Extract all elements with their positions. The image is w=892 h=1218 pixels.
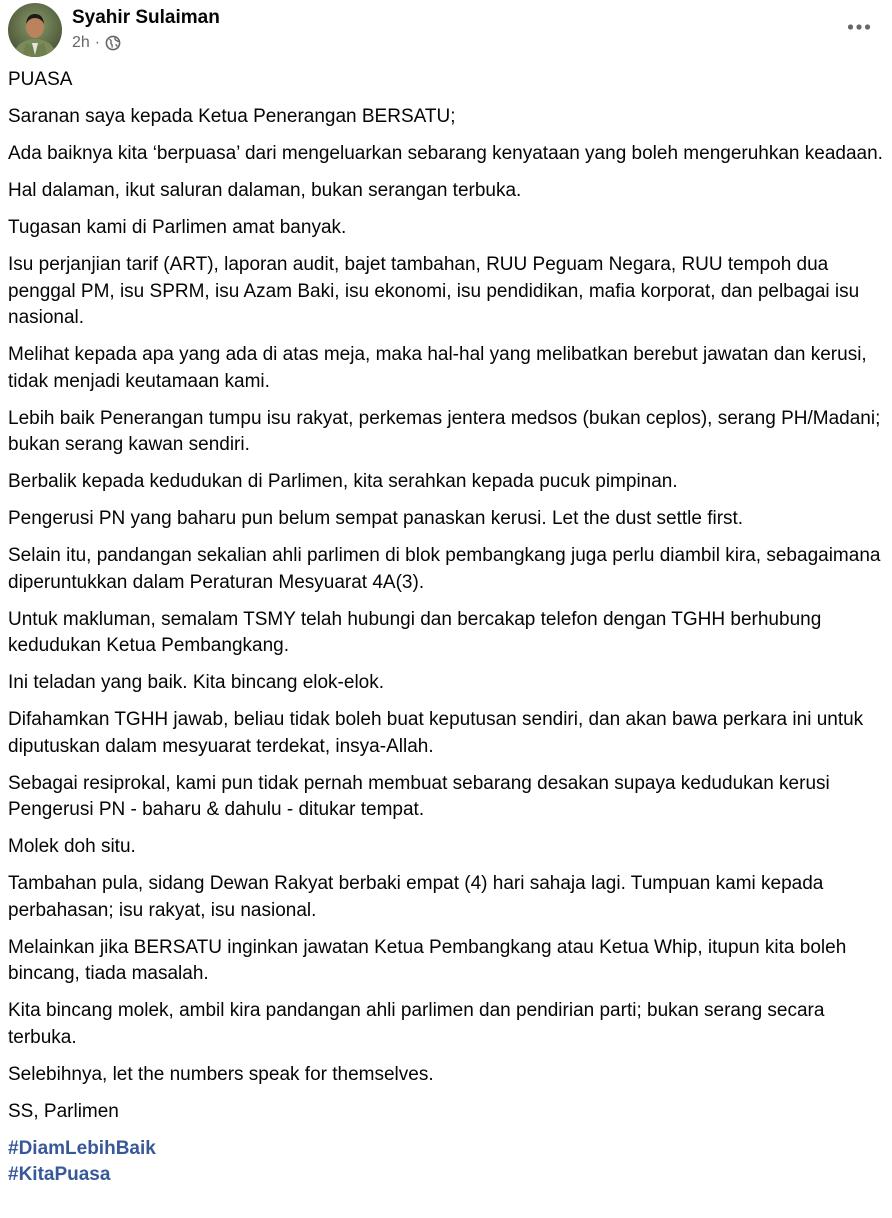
post-paragraph: Tambahan pula, sidang Dewan Rakyat berbaki empat (4) hari sahaja lagi. Tumpuan kami kepada perbahasan; isu rakyat, isu nasional. xyxy=(8,873,824,921)
hashtag-list xyxy=(8,1136,888,1188)
post-paragraph: Molek doh situ. xyxy=(8,836,136,857)
post-meta xyxy=(72,34,121,52)
post-body xyxy=(8,67,888,1188)
globe-icon[interactable] xyxy=(105,35,121,51)
post-paragraph: Melihat kepada apa yang ada di atas meja, maka hal-hal yang melibatkan berebut jawatan dan kerusi, tidak menjadi keutamaan kami. xyxy=(8,344,867,392)
post-paragraph: Selain itu, pandangan sekalian ahli parlimen di blok pembangkang juga perlu diambil kira, sebagaimana diperuntukkan dalam Peraturan Mesyuarat 4A(3). xyxy=(8,545,881,593)
author-name[interactable]: Syahir Sulaiman xyxy=(72,7,220,28)
post-paragraph: PUASA xyxy=(8,69,73,90)
post-paragraph: Ini teladan yang baik. Kita bincang elok-elok. xyxy=(8,672,385,693)
hashtag-link[interactable]: #KitaPuasa xyxy=(8,1163,111,1185)
post-paragraph: Selebihnya, let the numbers speak for themselves. xyxy=(8,1063,434,1085)
post-paragraph: Untuk makluman, semalam TSMY telah hubungi dan bercakap telefon dengan TGHH berhubung kedudukan Ketua Pembangkang. xyxy=(8,608,822,656)
hashtag-link[interactable]: #DiamLebihBaik xyxy=(8,1137,156,1159)
post-header xyxy=(8,3,884,59)
avatar[interactable] xyxy=(8,3,62,57)
post-paragraph: Melainkan jika BERSATU inginkan jawatan Ketua Pembangkang atau Ketua Whip, itupun kita boleh bincang, tiada masalah. xyxy=(8,936,847,984)
post-paragraph: Berbalik kepada kedudukan di Parlimen, kita serahkan kepada pucuk pimpinan. xyxy=(8,471,678,492)
avatar-image xyxy=(8,3,62,57)
post-paragraph: Tugasan kami di Parlimen amat banyak. xyxy=(8,217,347,238)
post-paragraph: Isu perjanjian tarif (ART), laporan audit, bajet tambahan, RUU Peguam Negara, RUU tempoh dua penggal PM, isu SPRM, isu Azam Baki, isu ekonomi, isu pendidikan, mafia korporat, dan pelbagai isu nasional. xyxy=(8,254,860,328)
post-paragraph: Sebagai resiprokal, kami pun tidak pernah membuat sebarang desakan supaya kedudukan kerusi Pengerusi PN - baharu & dahulu - ditukar tempat. xyxy=(8,772,830,820)
meta-separator: · xyxy=(94,34,101,51)
post-paragraph: Difahamkan TGHH jawab, beliau tidak boleh buat keputusan sendiri, dan akan bawa perkara ini untuk diputuskan dalam mesyuarat terdekat, insya-Allah. xyxy=(8,709,864,757)
post-paragraph: SS, Parlimen xyxy=(8,1100,119,1122)
post-paragraph: Lebih baik Penerangan tumpu isu rakyat, perkemas jentera medsos (bukan ceplos), serang PH/Madani; bukan serang kawan sendiri. xyxy=(8,407,881,455)
more-options-button[interactable] xyxy=(844,13,874,41)
post-paragraph: Hal dalaman, ikut saluran dalaman, bukan serangan terbuka. xyxy=(8,180,522,201)
more-horizontal-icon xyxy=(847,23,871,31)
post-paragraph: Saranan saya kepada Ketua Penerangan BERSATU; xyxy=(8,106,456,127)
post-time[interactable]: 2h xyxy=(72,34,90,51)
post-paragraph: Ada baiknya kita ‘berpuasa’ dari mengeluarkan sebarang kenyataan yang boleh mengeruhkan keadaan. xyxy=(8,143,883,164)
post-paragraph: Pengerusi PN yang baharu pun belum sempat panaskan kerusi. Let the dust settle first. xyxy=(8,508,744,529)
post-paragraph: Kita bincang molek, ambil kira pandangan ahli parlimen dan pendirian parti; bukan serang secara terbuka. xyxy=(8,1000,825,1048)
